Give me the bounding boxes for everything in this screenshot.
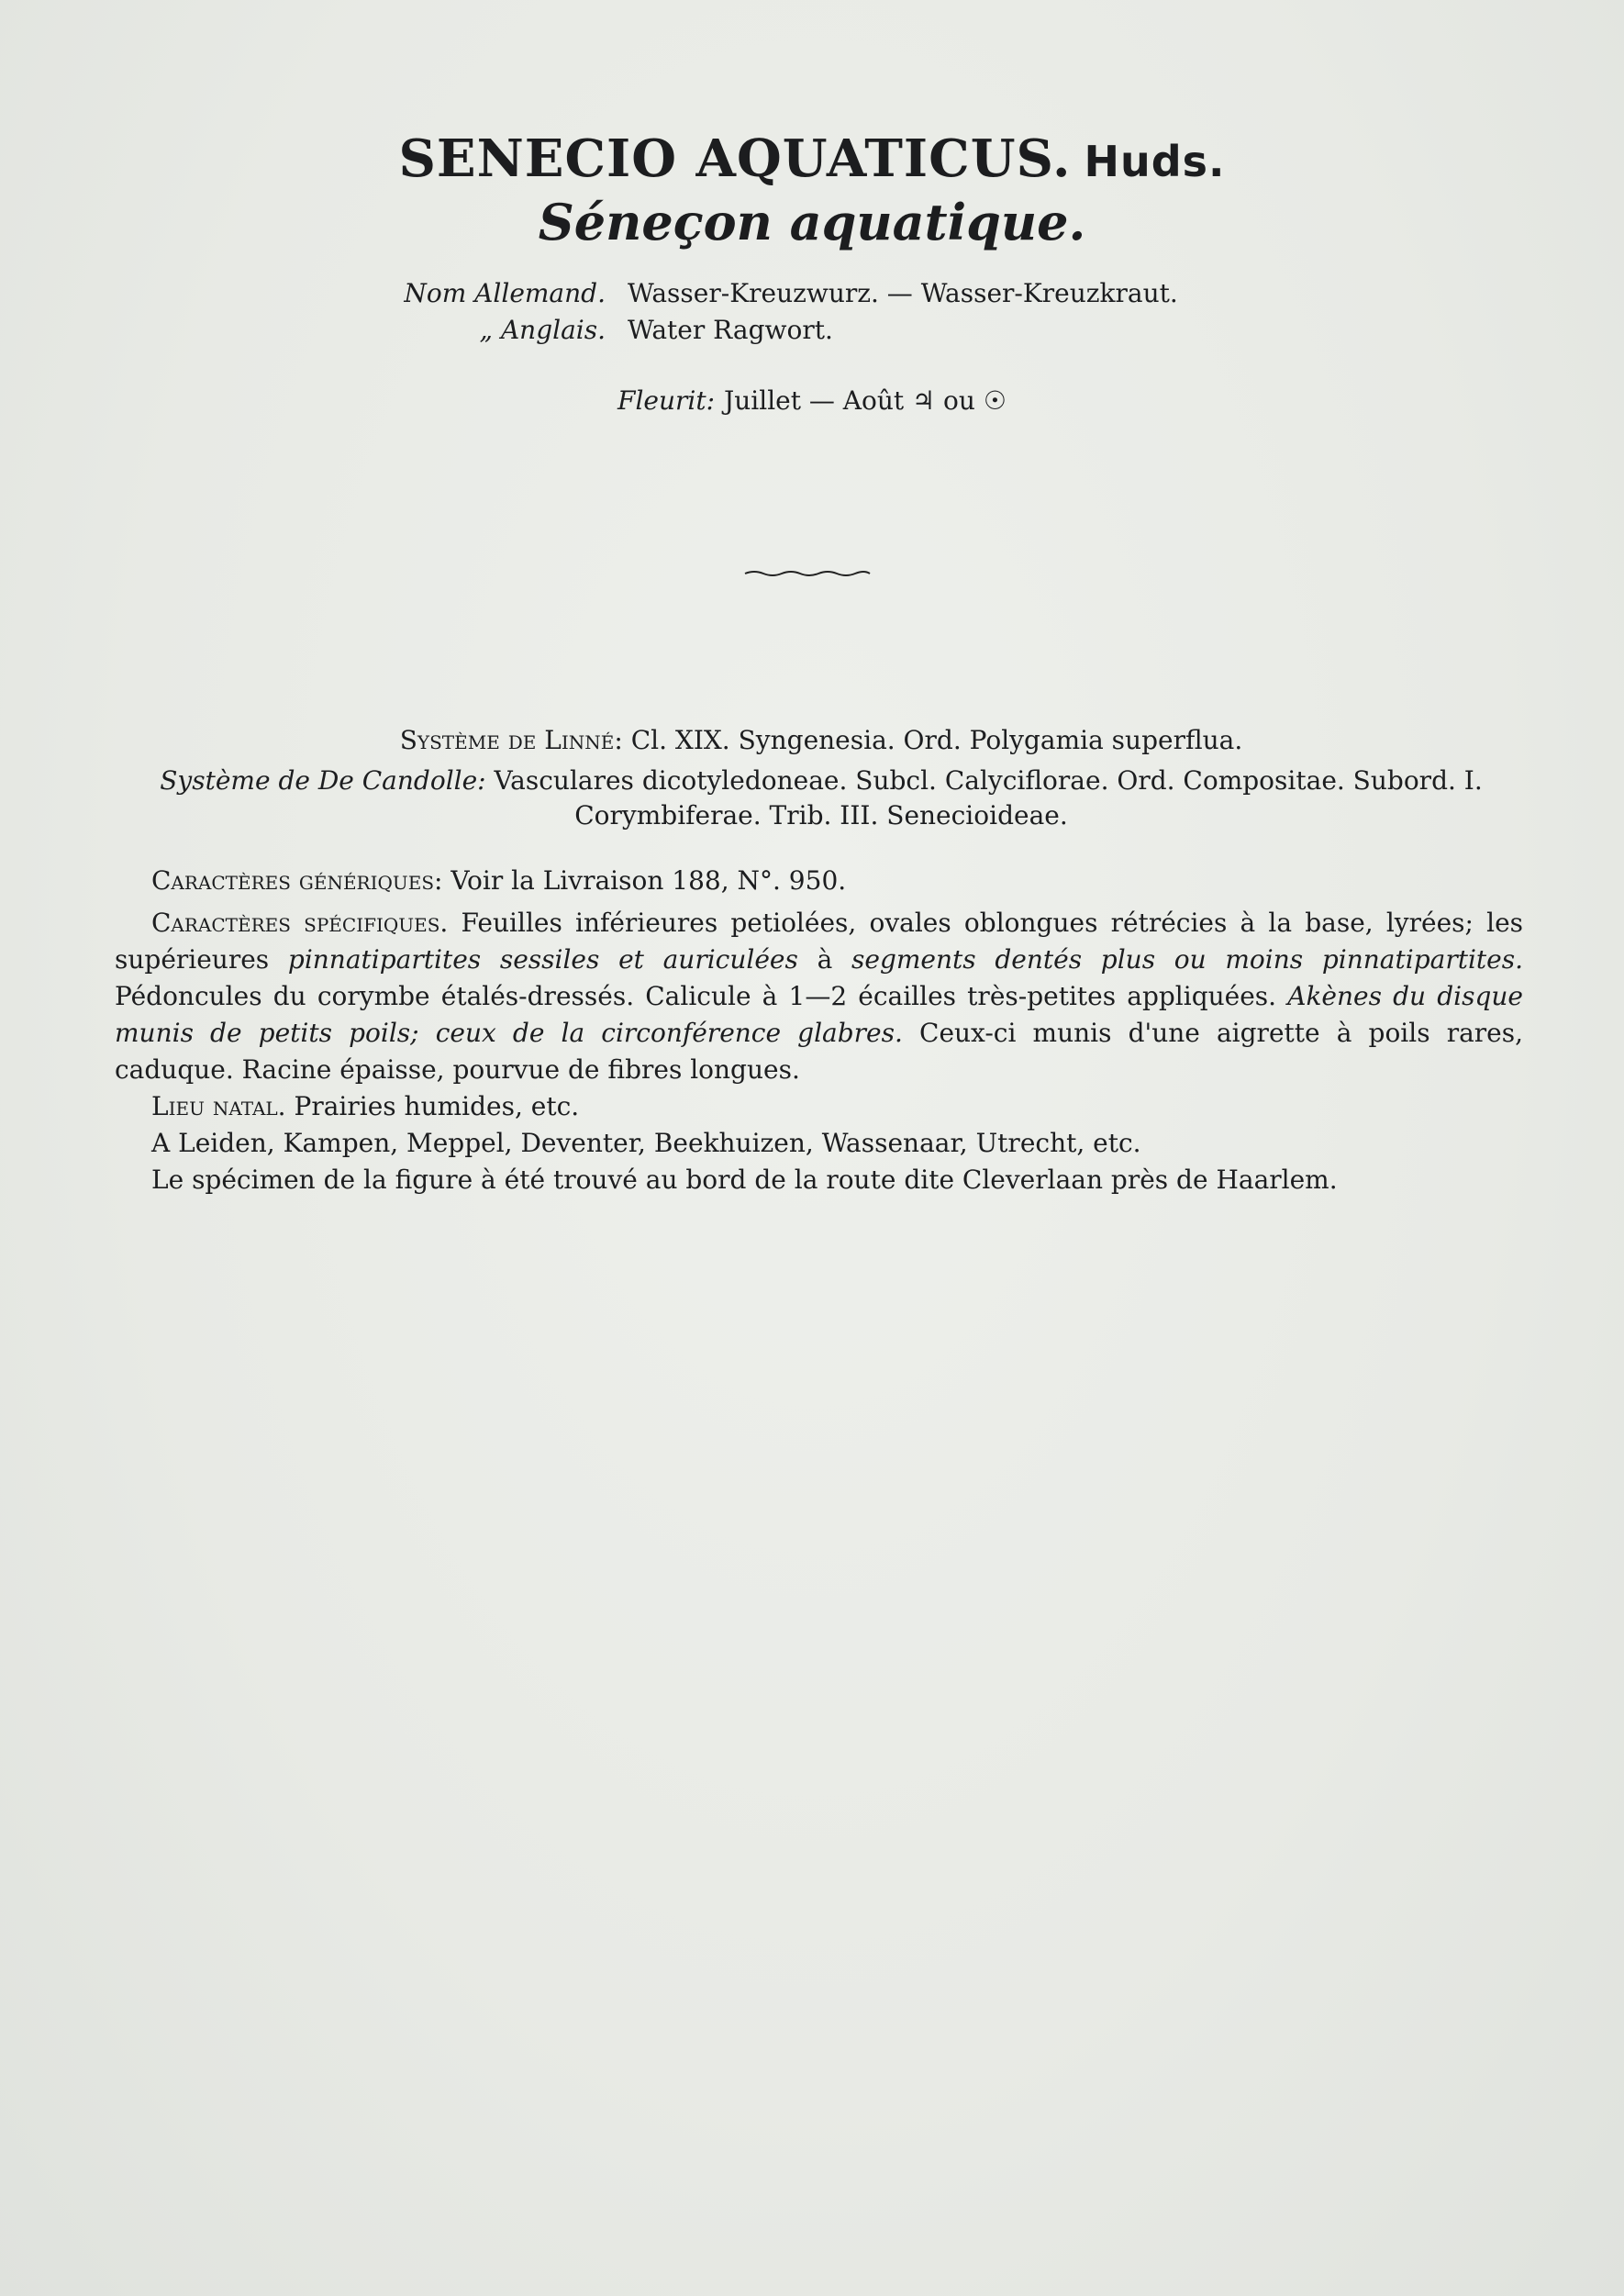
linne-system: [128, 723, 1514, 758]
species-name: SENECIO AQUATICUS.: [398, 128, 1072, 189]
specific-text: Pédoncules du corymbe étalés-dressés. Calicule à 1—2 écailles très-petites appliquées.: [115, 981, 1277, 1011]
common-name-label: Nom Allemand.: [404, 278, 606, 308]
specific-italic: segments dentés plus ou moins pinnatipartites.: [851, 944, 1524, 975]
specific-characters: [115, 905, 1523, 1088]
habitat-value: Prairies humides, etc.: [294, 1091, 580, 1121]
generic-characters: [115, 863, 1523, 899]
specific-text: Feuilles inférieures petiolées, ovales oblongues rétrécies à la base, lyrées; les supérieures: [115, 908, 1524, 975]
common-name-label: „ Anglais.: [479, 315, 606, 345]
candolle-value: Vasculares dicotyledoneae. Subcl. Calyciflorae. Ord. Compositae. Subord. I. Corymbiferae. Trib. III. Senecioideae.: [494, 765, 1483, 830]
candolle-system: [128, 763, 1514, 833]
common-name-value: Water Ragwort.: [628, 315, 833, 345]
description: [115, 863, 1523, 1198]
flowering-period: [0, 385, 1624, 416]
flowering-value: Juillet — Août ♃ ou ☉: [724, 385, 1007, 416]
common-name-value: Wasser-Kreuzwurz. — Wasser-Kreuzkraut.: [628, 278, 1178, 308]
localities: A Leiden, Kampen, Meppel, Deventer, Beekhuizen, Wassenaar, Utrecht, etc.: [151, 1128, 1141, 1158]
specific-label: Caractères spécifiques.: [151, 908, 449, 938]
common-name-row: [385, 275, 1178, 312]
habitat-label: Lieu natal.: [151, 1091, 286, 1121]
specific-italic: Akènes du disque munis de petits poils; ceux de la circonférence glabres.: [115, 981, 1523, 1048]
generic-label: Caractères génériques:: [151, 865, 443, 896]
common-name-row: [385, 312, 1178, 349]
linne-label: Système de Linné:: [399, 725, 623, 755]
habitat: [115, 1088, 1523, 1125]
candolle-label: Système de De Candolle:: [160, 765, 486, 796]
specimen-note: Le spécimen de la figure à été trouvé au bord de la route dite Cleverlaan près de Haarlem.: [151, 1165, 1338, 1195]
linne-value: Cl. XIX. Syngenesia. Ord. Polygamia superflua.: [630, 725, 1243, 755]
ornament-divider: [743, 569, 872, 578]
common-names: [385, 275, 1178, 349]
specific-text: à: [817, 944, 833, 975]
generic-value: Voir la Livraison 188, N°. 950.: [450, 865, 847, 896]
flowering-label: Fleurit:: [617, 385, 716, 416]
classification: [128, 723, 1514, 833]
author-abbrev: Huds.: [1084, 137, 1226, 186]
species-title: [0, 128, 1624, 189]
specific-text: Ceux-ci munis d'une aigrette à poils rares, caduque. Racine épaisse, pourvue de fibres longues.: [115, 1018, 1523, 1085]
french-name: Séneçon aquatique.: [538, 193, 1086, 251]
specific-italic: pinnatipartites sessiles et auriculées: [287, 944, 798, 975]
